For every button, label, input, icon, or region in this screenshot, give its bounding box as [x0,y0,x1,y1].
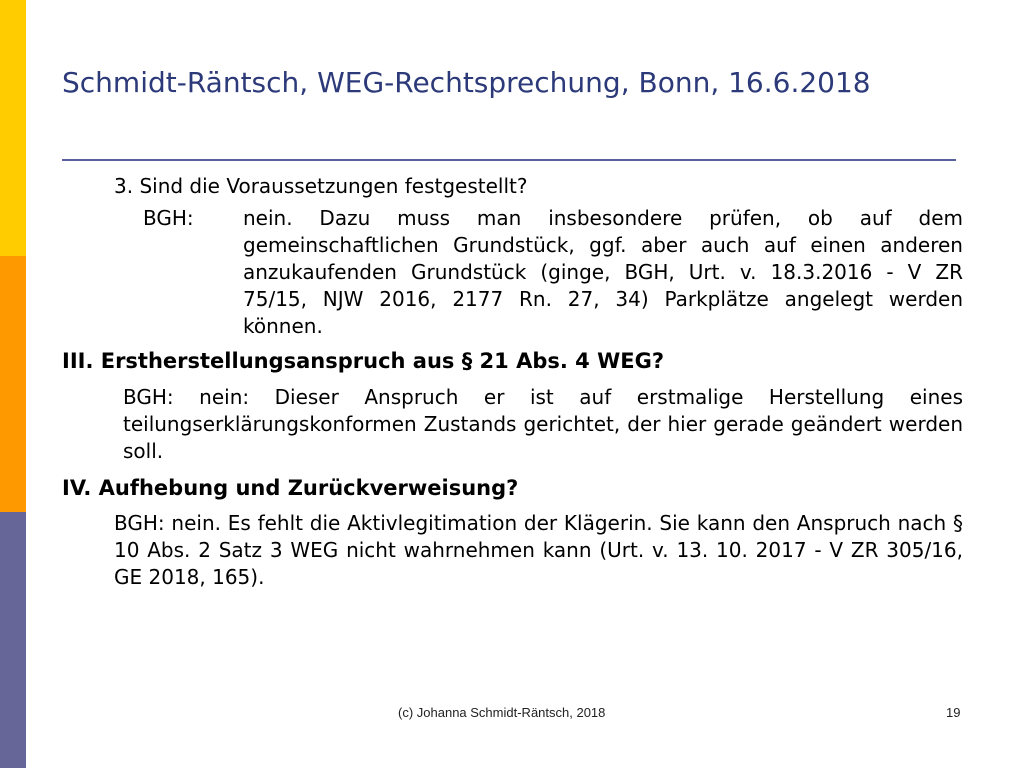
bgh-answer-iii: BGH: nein: Dieser Anspruch er ist auf erstmalige Herstellung eines teilungserklärungskonformen Zustands gerichtet, der hier gerade geändert werden soll. [123,385,963,463]
accent-bar-purple [0,512,26,768]
accent-bar-yellow [0,0,26,256]
question-3: 3. Sind die Voraussetzungen festgestellt? [114,174,528,198]
accent-bar-orange [0,256,26,512]
bgh-answer-3: nein. Dazu muss man insbesondere prüfen, ob auf dem gemeinschaftlichen Grundstück, ggf. aber auch auf einen anderen anzukaufenden Grundstück (ginge, BGH, Urt. v. 18.3.2016 - V ZR 75/15, NJW 2016, 2177 Rn. 27, 34) Parkplätze angelegt werden können. [243,206,963,338]
heading-iii: III. Erstherstellungsanspruch aus § 21 Abs. 4 WEG? [62,349,664,373]
heading-iv: IV. Aufhebung und Zurückverweisung? [62,476,519,500]
bgh-label: BGH: [143,206,194,230]
slide-title: Schmidt-Räntsch, WEG-Rechtsprechung, Bonn, 16.6.2018 [62,66,871,99]
title-divider [62,159,956,161]
bgh-answer-iv: BGH: nein. Es fehlt die Aktivlegitimation der Klägerin. Sie kann den Anspruch nach § 10 Abs. 2 Satz 3 WEG nicht wahrnehmen kann (Urt. v. 13. 10. 2017 - V ZR 305/16, GE 2018, 165). [114,511,963,589]
footer-copyright: (c) Johanna Schmidt-Räntsch, 2018 [398,705,606,720]
page-number: 19 [946,705,961,720]
